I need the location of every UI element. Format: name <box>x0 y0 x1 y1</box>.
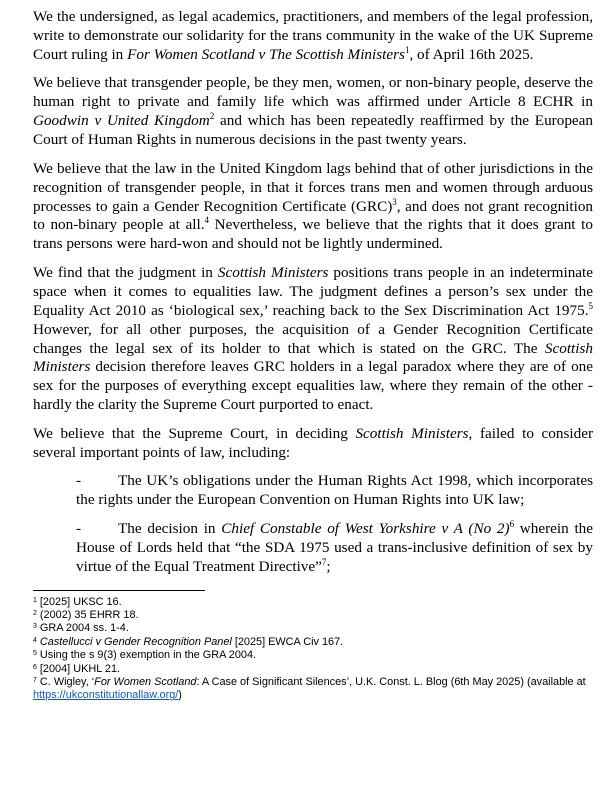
text-run: , and does not grant recognition to non-binary people at all. <box>33 197 594 234</box>
footnote-number: 2 <box>33 610 37 617</box>
footnote-number: 5 <box>33 650 37 658</box>
text-run: We the undersigned, as legal academics, practitioners, and members of the legal profession, write to demonstrate our solidarity for the trans community in the wake of the UK Supreme Court ruling in <box>33 8 593 63</box>
footnote-text: (2002) 35 EHRR 18. <box>39 609 139 621</box>
paragraph-human-rights <box>33 74 593 150</box>
footnote-text: : A Case of Significant Silences’, U.K. Const. L. Blog (6th May 2025) (available at <box>196 676 586 689</box>
footnote-ref[interactable]: 3 <box>392 196 397 207</box>
case-citation: For Women Scotland v The Scottish Ministers <box>127 45 405 63</box>
text-run: and which has been repeatedly reaffirmed by the European Court of Human Rights in numerous decisions in the past twenty years. <box>33 112 593 149</box>
footnote-number: 7 <box>33 677 37 685</box>
text-run: The UK’s obligations under the Human Rights Act 1998, which incorporates the rights under the European Convention on Human Rights into UK law; <box>76 472 593 509</box>
footnote-text: ) <box>178 689 182 702</box>
footnote-case: Castellucci v Gender Recognition Panel <box>39 635 232 648</box>
text-run: The decision in <box>118 519 222 537</box>
footnote-5 <box>33 649 593 662</box>
footnote-case: For Women Scotland <box>94 676 197 689</box>
footnote-ref[interactable]: 7 <box>321 556 327 567</box>
footnote-ref[interactable]: 6 <box>509 518 515 529</box>
text-run: We find that the judgment in <box>33 263 218 281</box>
paragraph-judgment <box>33 264 593 415</box>
case-citation: Scottish Ministers <box>355 424 469 442</box>
footnote-3 <box>33 622 593 635</box>
case-citation: Goodwin v United Kingdom <box>33 112 210 130</box>
footnote-ref[interactable]: 2 <box>209 111 215 122</box>
text-run: We believe that transgender people, be they men, women, or non-binary people, deserve the human right to private and family life which was affirmed under Article 8 ECHR in <box>33 74 593 111</box>
footnote-text: [2025] UKSC 16. <box>39 595 122 608</box>
blog-link[interactable]: https://ukconstitutionallaw.org/ <box>33 689 179 702</box>
text-run: Nevertheless, we believe that the rights that it does grant to trans persons were hard-won and should not be lightly undermined. <box>33 216 593 253</box>
footnote-text: [2004] UKHL 21. <box>39 662 121 675</box>
footnote-number: 6 <box>33 663 37 671</box>
bullet-dash: - <box>76 519 82 537</box>
footnote-number: 3 <box>33 623 37 631</box>
text-run: wherein the House of Lords held that “the SDA 1975 used a trans-inclusive definition of sex by virtue of the Equal Treatment Directive” <box>76 519 594 575</box>
text-run: decision therefore leaves GRC holders in a legal paradox where they are of one sex for the purposes of everything except equalities law, where they remain of the other - hardly the clarity the Supreme Court purported to enact. <box>33 358 593 414</box>
footnote-text: C. Wigley, ‘ <box>39 676 95 689</box>
case-citation: Scottish Ministers <box>217 263 329 281</box>
text-run: , failed to consider several important points of law, including: <box>33 424 594 461</box>
footnote-7 <box>33 676 593 703</box>
footnote-1 <box>33 596 593 609</box>
paragraph-failures <box>33 425 593 463</box>
footnote-ref[interactable]: 1 <box>404 44 410 55</box>
footnote-number: 1 <box>33 596 37 604</box>
footnote-text: Using the s 9(3) exemption in the GRA 2004. <box>39 649 257 662</box>
text-run: However, for all other purposes, the acquisition of a Gender Recognition Certificate changes the legal sex of its holder to that which is stated on the GRC. The <box>33 320 593 357</box>
text-run: We believe that the law in the United Kingdom lags behind that of other jurisdictions in the recognition of transgender people, in that it forces trans men and women through arduous processes to gain a Gender Recognition Certificate (GRC) <box>33 159 593 215</box>
footnote-6 <box>33 663 593 676</box>
footnote-number: 4 <box>33 636 37 644</box>
footnote-2 <box>33 609 593 622</box>
text-run: , of April 16th 2025. <box>409 45 534 63</box>
footnote-ref[interactable]: 5 <box>588 300 593 311</box>
case-citation: Scottish Ministers <box>33 339 593 376</box>
bullet-item-hra <box>33 472 593 510</box>
footnote-divider <box>33 590 205 591</box>
paragraph-uk-law <box>33 160 593 255</box>
case-citation: Chief Constable of West Yorkshire v A (No 2) <box>221 519 510 537</box>
footnote-text: GRA 2004 ss. 1-4. <box>39 622 129 635</box>
text-run: We believe that the Supreme Court, in deciding <box>33 424 356 442</box>
letter-body <box>33 0 593 577</box>
bullet-item-west-yorkshire <box>33 520 593 577</box>
footnote-ref[interactable]: 4 <box>204 215 209 226</box>
text-run: positions trans people in an indeterminate space when it comes to equalities law. The judgment defines a person’s sex under the Equality Act 2010 as ‘biological sex,’ reaching back to the Sex Discrimination Act 1975. <box>33 263 593 319</box>
paragraph-solidarity <box>33 8 593 65</box>
footnotes <box>33 596 593 703</box>
footnote-4 <box>33 636 593 649</box>
bullet-dash: - <box>76 472 82 490</box>
footnote-text: [2025] EWCA Civ 167. <box>231 635 344 648</box>
text-run: ; <box>326 557 331 575</box>
